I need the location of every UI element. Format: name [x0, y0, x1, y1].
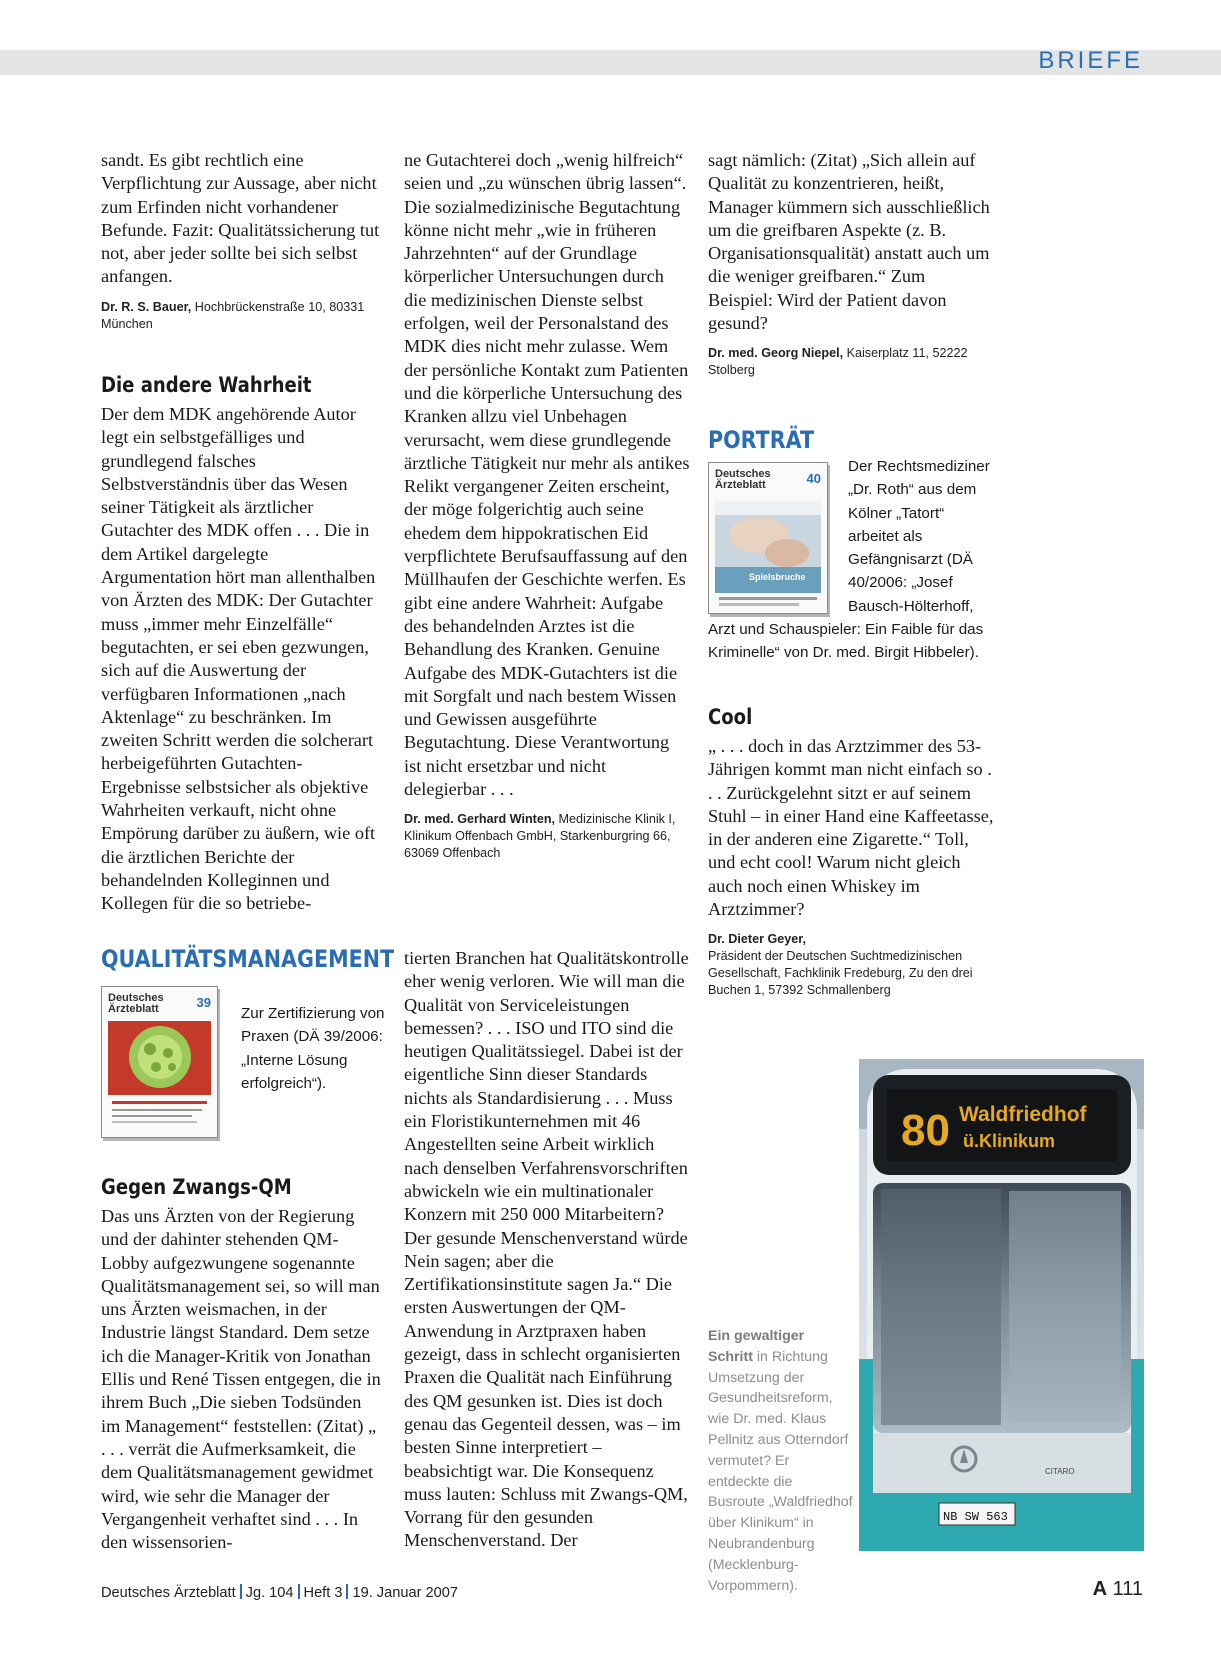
- cool-text: „ . . . doch in das Arztzimmer des 53-Jährigen kommt man nicht einfach so . . . Zurückgelehnt sitzt er auf seinem Stuhl – in einer Hand eine Kaffeetasse, in der anderen eine Zigarette.“ Toll, und echt cool! Warum nicht gleich auch noch einen Whiskey im Arztzimmer?: [708, 736, 994, 920]
- signature-name: Dr. Dieter Geyer,: [708, 932, 807, 947]
- qm-note: Zur Zertifizierung von Praxen (DÄ 39/2006: „Interne Lösung erfolgreich“).: [241, 1005, 385, 1092]
- portrait-note-full: [708, 455, 998, 665]
- license-plate: NB SW 563: [943, 1510, 1008, 1524]
- cover-photo: [102, 987, 217, 1137]
- footer-separator: [298, 1584, 300, 1599]
- caption-text: in Richtung Umsetzung der Gesundheitsreform, wie Dr. med. Klaus Pellnitz aus Otterndorf vermutet? Er entdeckte die Busroute „Waldfriedhof über Klinikum“ in Neubrandenburg (Mecklenburg-Vorpommern).: [708, 1348, 853, 1594]
- column-3-upper: [708, 149, 994, 379]
- route-destination-line2: ü.Klinikum: [963, 1131, 1056, 1151]
- qm-rubric: QUALITÄTSMANAGEMENT: [101, 945, 395, 973]
- cover-masthead: Deutsches Ärzteblatt: [108, 992, 164, 1015]
- qm-letter-text: Das uns Ärzten von der Regierung und der dahinter stehenden QM-Lobby aufgezwungene sogenannte Qualitätsmanagement sei, so will man uns Ärzten weismachen, in der Industrie längst Standard. Dem setze ich die Manager-Kritik von Jonathan Ellis und René Tissen entgegen, die in ihrem Buch „Die sieben Todsünden im Management“ feststellen: (Zitat) „ . . . verrät die Aufmerksamkeit, die dem Qualitätsmanagement gewidmet wird, wie sehr die Manager der Vergangenheit verhaftet sind . . . In den wissensorien-: [101, 1206, 381, 1553]
- column-1-letter: [101, 372, 381, 916]
- portrait-rubric: PORTRÄT: [708, 426, 815, 454]
- portrait-note-text: Der Rechtsmediziner „Dr. Roth“ aus dem Kölner „Tatort“ arbeitet als Gefängnisarzt (DÄ 40/2006: „Josef Bausch-Hölterhoff, Arzt und Schauspieler: Ein Faible für das Kriminelle“ von Dr. med. Birgit Hibbeler).: [708, 458, 990, 662]
- page-number: [1093, 1578, 1143, 1601]
- cool-signature: [708, 931, 994, 999]
- section-label: BRIEFE: [1038, 47, 1143, 74]
- photo-caption: [708, 1326, 853, 1596]
- cover-masthead: Deutsches Ärzteblatt: [715, 468, 771, 491]
- signature-address: Medizinische Klinik I, Klinikum Offenbach GmbH, Starkenburgring 66, 63069 Offenbach: [404, 812, 676, 861]
- route-destination-line1: Waldfriedhof: [959, 1103, 1087, 1126]
- letter-text: Der dem MDK angehörende Autor legt ein selbstgefälliges und grundlegend falsches Selbstverständnis über das Wesen seiner Tätigkeit als ärztlicher Gutachter des MDK offen . . . Die in dem Artikel dargelegte Argumentation hört man allenthalben von Ärzten des MDK: Der Gutachter muss „immer mehr Einzelfälle“ begutachten, er sei eben gezwungen, sich auf die Auswertung der verfügbaren Informationen „nach Aktenlage“ zu beschränken. Im zweiten Schritt werden die solcherart herbeigeführten Gutachten-Ergebnisse selbstsicher als objektive Wahrheiten verkauft, nicht ohne Empörung darüber zu äußern, wie oft die ärztlichen Berichte der behandelnden Kolleginnen und Kollegen für die so betriebe-: [101, 404, 376, 914]
- letter-text-continued: ne Gutachterei doch „wenig hilfreich“ seien und „zu wünschen übrig lassen“. Die sozialmedizinische Begutachtung könne nicht mehr „wie in früheren Jahrzehnten“ auf der Grundlage körperlicher Untersuchungen durch die medizinischen Dienste selbst erfolgen, weil der Personalstand des MDK dies nicht mehr zulasse. Wem der persönliche Kontakt zum Patienten und die körperliche Untersuchung des Kranken allzu viel Unbehagen verursacht, wem diese grundlegende ärztliche Tätigkeit nur mehr als antikes Relikt vergangener Zeiten erscheint, der möge folgerichtig auch seine ehedem dem hippokratischen Eid verpflichtete Berufsauffassung auf den Müllhaufen der Geschichte werfen. Es gibt eine andere Wahrheit: Aufgabe des behandelnden Arztes ist die Behandlung des Kranken. Genuine Aufgabe des MDK-Gutachters ist die mit Sorgfalt und nach bestem Wissen und Gewissen ausgeführte Begutachtung. Diese Verantwortung ist nicht ersetzbar und nicht delegierbar . . .: [404, 150, 690, 800]
- qm-letter-col2: [404, 947, 690, 1553]
- signature-address: Präsident der Deutschen Suchtmedizinischen Gesellschaft, Fachklinik Fredeburg, Zu den drei Buchen 1, 57392 Schmallenberg: [708, 949, 973, 998]
- route-number: 80: [901, 1106, 950, 1155]
- footer-volume: Jg. 104: [245, 1585, 294, 1601]
- footer-issue: Heft 3: [303, 1585, 343, 1601]
- footer-separator: [240, 1584, 242, 1599]
- cover-issue-number: 39: [196, 995, 211, 1010]
- page-prefix: A: [1092, 1578, 1108, 1600]
- footer-journal: Deutsches Ärzteblatt: [101, 1585, 236, 1601]
- signature-address: Kaiserplatz 11, 52222 Stolberg: [708, 346, 968, 378]
- qm-magazine-cover: [101, 986, 218, 1138]
- qm-letter-heading: Gegen Zwangs-QM: [101, 1175, 292, 1199]
- page-footer: [101, 1584, 458, 1601]
- footer-date: 19. Januar 2007: [352, 1585, 458, 1601]
- qm-letter-col1: [101, 1174, 381, 1554]
- letter-heading: Die andere Wahrheit: [101, 373, 312, 397]
- cover-issue-number: 40: [806, 471, 821, 486]
- letter-signature: [404, 811, 690, 862]
- signature-address: Hochbrückenstraße 10, 80331 München: [101, 299, 365, 331]
- caption-bold: Ein gewaltiger Schritt: [708, 1328, 805, 1365]
- column-2-upper: [404, 149, 690, 862]
- cool-heading: Cool: [708, 705, 753, 729]
- column-1-upper: [101, 149, 381, 333]
- signature-name: Dr. med. Georg Niepel,: [708, 346, 844, 361]
- cover-float-spacer: [708, 455, 848, 615]
- signature-name: Dr. med. Gerhard Winten,: [404, 812, 556, 827]
- page-number-value: 111: [1112, 1578, 1143, 1600]
- column-3-cool: [708, 704, 994, 999]
- letter-end-text: sandt. Es gibt rechtlich eine Verpflichtung zur Aussage, aber nicht zum Erfinden nicht vorhandener Befunde. Fazit: Qualitätssicherung tut not, aber jeder sollte bei sich selbst anfangen.: [101, 150, 380, 287]
- bus-model-label: CITARO: [1045, 1467, 1075, 1476]
- signature-name: Dr. R. S. Bauer,: [101, 299, 192, 314]
- bus-photo: [859, 1059, 1144, 1551]
- cover-headline: Spielsbruche: [749, 572, 806, 582]
- footer-separator: [346, 1584, 348, 1599]
- letter-signature: [708, 345, 994, 379]
- qm-letter-text-continued: tierten Branchen hat Qualitätskontrolle eher wenig verloren. Wie will man die Qualität von Serviceleistungen bemessen? . . . ISO und ITO sind die heutigen Qualitätssiegel. Dabei ist der eigentliche Sinn dieser Standards nichts als Standardisierung . . . Muss ein Floristikunternehmen mit 46 Angestellten seine Arbeit wirklich nach denselben Verfahrensvorschriften abwickeln wie ein multinationaler Konzern mit 250 000 Mitarbeitern? Der gesunde Menschenverstand würde Nein sagen; aber die Zertifikationsinstitute sagen Ja.“ Die ersten Auswertungen der QM-Anwendung in Arztpraxen haben gezeigt, dass in schlecht organisierten Praxen die Qualität nach Einführung des QM gesunken ist. Dies ist doch genau das Gegenteil dessen, was – im besten Sinne interpretiert – beabsichtigt war. Die Konsequenz muss lauten: Schluss mit Zwangs-QM, Vorrang für den gesunden Menschenverstand. Der: [404, 948, 689, 1551]
- letter-end-text: sagt nämlich: (Zitat) „Sich allein auf Qualität zu konzentrieren, heißt, Manager kümmern sich ausschließlich um die greifbaren Aspekte (z. B. Organisationsqualität) anstatt auch um die weniger greifbaren.“ Zum Beispiel: Wird der Patient davon gesund?: [708, 150, 990, 334]
- letter-signature: [101, 299, 381, 333]
